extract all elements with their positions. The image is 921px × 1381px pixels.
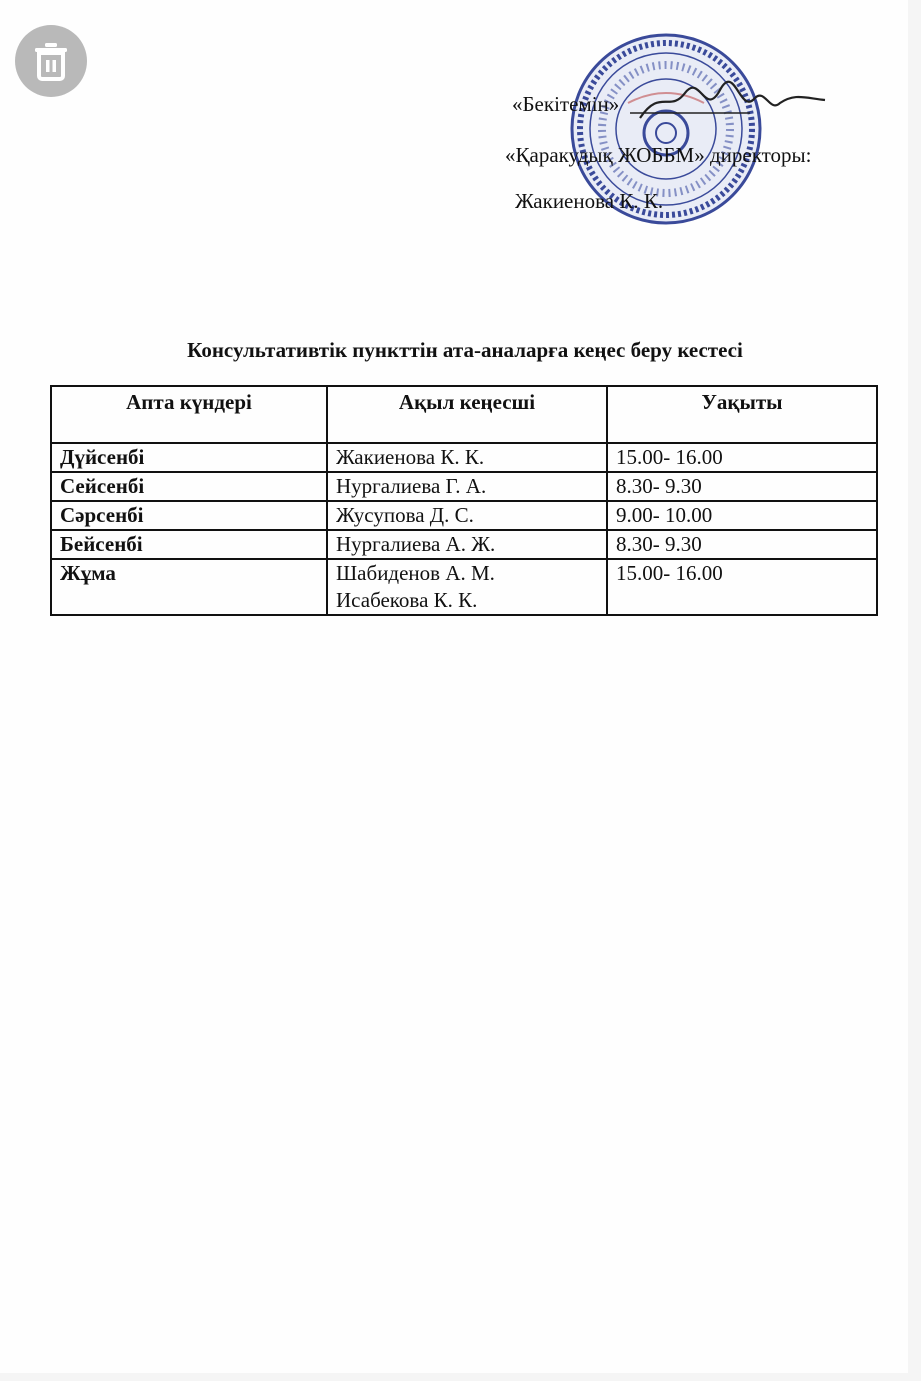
cell-time: 15.00- 16.00 <box>607 443 877 472</box>
header-time: Уақыты <box>607 386 877 443</box>
signature-icon <box>630 78 830 128</box>
cell-day: Сейсенбі <box>51 472 327 501</box>
cell-day: Сәрсенбі <box>51 501 327 530</box>
cell-day: Жұма <box>51 559 327 615</box>
delete-button[interactable] <box>15 25 87 97</box>
cell-advisor: Нургалиева А. Ж. <box>327 530 607 559</box>
cell-advisor <box>327 559 607 615</box>
table-header-row <box>51 386 877 443</box>
cell-time: 9.00- 10.00 <box>607 501 877 530</box>
cell-advisor: Жусупова Д. С. <box>327 501 607 530</box>
table-row <box>51 530 877 559</box>
header-weekday: Апта күндері <box>51 386 327 443</box>
director-position: «Қаракудық ЖОББМ» директоры: <box>505 143 812 167</box>
header-advisor: Ақыл кеңесші <box>327 386 607 443</box>
cell-day: Бейсенбі <box>51 530 327 559</box>
document-title: Консультативтік пункттін ата-аналарға кеңес беру кестесі <box>187 338 743 362</box>
table-row <box>51 443 877 472</box>
cell-time: 8.30- 9.30 <box>607 530 877 559</box>
cell-time: 8.30- 9.30 <box>607 472 877 501</box>
table-row <box>51 559 877 615</box>
cell-advisor: Нургалиева Г. А. <box>327 472 607 501</box>
director-name: Жакиенова К. К. <box>515 189 664 213</box>
consultation-schedule-table <box>50 385 878 616</box>
table-row <box>51 472 877 501</box>
trash-icon <box>31 40 71 82</box>
table-row <box>51 501 877 530</box>
approval-label: «Бекітемін» <box>512 92 620 116</box>
cell-day: Дүйсенбі <box>51 443 327 472</box>
advisor-name-2: Исабекова К. К. <box>336 588 478 612</box>
cell-time: 15.00- 16.00 <box>607 559 877 615</box>
advisor-name-1: Шабиденов А. М. <box>336 561 495 585</box>
cell-advisor: Жакиенова К. К. <box>327 443 607 472</box>
